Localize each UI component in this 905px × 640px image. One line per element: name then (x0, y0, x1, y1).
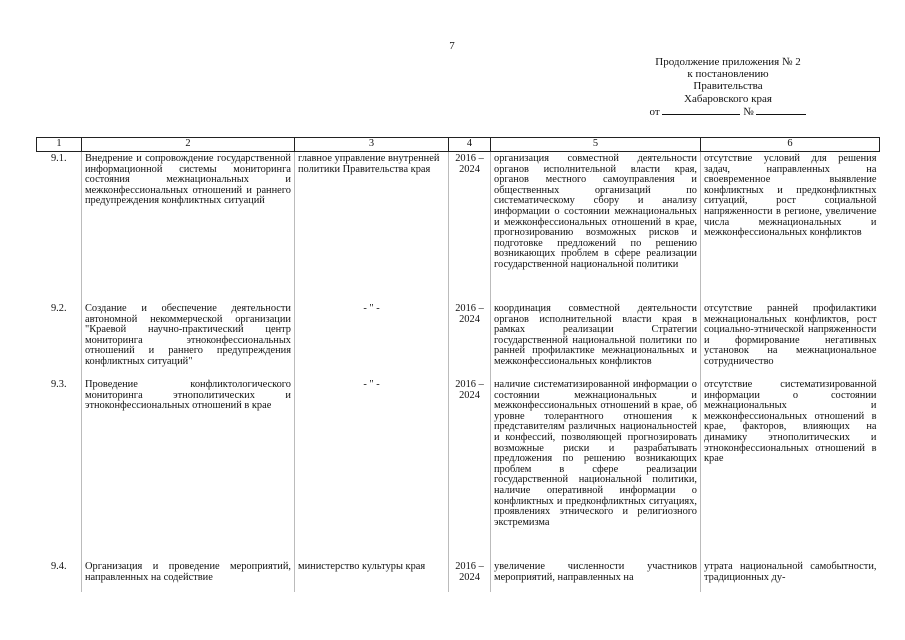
table-row (37, 378, 880, 560)
table-row (37, 302, 880, 378)
column-number-row (37, 138, 880, 152)
annex-line-4: Хабаровского края (684, 92, 772, 105)
table-row (37, 560, 880, 592)
result-cell: увеличение численности участников мероприятий, направленных на (491, 560, 701, 592)
annex-line-3: Правительства (693, 80, 763, 93)
annex-line-2: к постановлению (687, 68, 769, 81)
result-cell: организация совместной деятельности органов исполнительной власти края, органов местного самоуправления и общественных организаций по систематическому сбору и анализу информации о состоянии межнациональных и межконфессиональных отношений в крае, прогнозированию возможных рисков и подготовке предложений по решению возникающих проблем в сфере реализации государственной национальной политики (491, 152, 701, 303)
column-header-3: 3 (295, 138, 449, 152)
consequences-cell: отсутствие ранней профилактики межнациональных конфликтов, рост социально-этнической напряженности и формирование негативных установок на межнациональное сотрудничество (701, 302, 880, 378)
result-cell: наличие систематизированной информации о состоянии межнациональных и межконфессиональных отношений в крае, об уровне толерантного отношения к представителям различных национальностей и конфессий, позволяющей прогнозировать возможные риски и разрабатывать предложения по решению возникающих проблем в сфере реализации государственной национальной политики, наличие оперативной информации о конфликтных и предконфликтных ситуациях, проявлениях этнического и религиозного экстремизма (491, 378, 701, 560)
responsible-cell: - " - (295, 302, 449, 378)
consequences-cell: отсутствие систематизированной информации о состоянии межнациональных и межконфессиональных отношений в крае, факторов, влияющих на динамику этнополитических и этноконфессиональных отношений в крае (701, 378, 880, 560)
row-number: 9.1. (50, 153, 67, 164)
consequences-cell: отсутствие условий для решения задач, направленных на своевременное выявление конфликтных и предконфликтных ситуаций, рост социальной напряженности в регионе, увеличение числа межнациональных и межконфессиональных конфликтов (701, 152, 880, 303)
event-cell: Организация и проведение мероприятий, направленных на содействие (82, 560, 295, 592)
event-cell: Проведение конфликтологического мониторинга этнополитических и этноконфессиональных отношений в крае (82, 378, 295, 560)
responsible-cell: министерство культуры края (295, 560, 449, 592)
event-cell: Создание и обеспечение деятельности автономной некоммерческой организации "Краевой научно-практический центр мониторинга этноконфессиональных отношений и раннего предупреждения конфликтных ситуаций" (82, 302, 295, 378)
column-header-4: 4 (449, 138, 491, 152)
row-number: 9.3. (50, 379, 67, 390)
column-header-6: 6 (701, 138, 880, 152)
date-blank (662, 105, 740, 115)
annex-header (628, 56, 828, 118)
page-number: 7 (449, 40, 455, 52)
number-blank (756, 105, 806, 115)
responsible-cell: главное управление внутренней политики Правительства края (295, 152, 449, 303)
result-cell: координация совместной деятельности органов исполнительной власти края в рамках реализации Стратегии государственной национальной политики по ранней профилактике межнациональных и межконфессиональных конфликтов (491, 302, 701, 378)
annex-number-label: № (743, 105, 754, 118)
column-header-5: 5 (491, 138, 701, 152)
responsible-cell: - " - (295, 378, 449, 560)
table-row (37, 152, 880, 303)
event-cell: Внедрение и сопровождение государственной информационной системы мониторинга состояния межнациональных и межконфессиональных отношений и раннего предупреждения конфликтных ситуаций (82, 152, 295, 303)
consequences-cell: утрата национальной самобытности, традиционных ду- (701, 560, 880, 592)
row-number: 9.4. (50, 561, 67, 572)
term-cell: 2016 – 2024 (449, 152, 491, 303)
annex-from-label: от (649, 105, 660, 118)
term-cell: 2016 – 2024 (449, 302, 491, 378)
column-header-1: 1 (37, 138, 82, 152)
measures-table (36, 137, 880, 592)
annex-line-1: Продолжение приложения № 2 (655, 56, 801, 68)
annex-signature-line (628, 105, 828, 118)
row-number: 9.2. (50, 303, 67, 314)
column-header-2: 2 (82, 138, 295, 152)
term-cell: 2016 – 2024 (449, 560, 491, 592)
term-cell: 2016 – 2024 (449, 378, 491, 560)
